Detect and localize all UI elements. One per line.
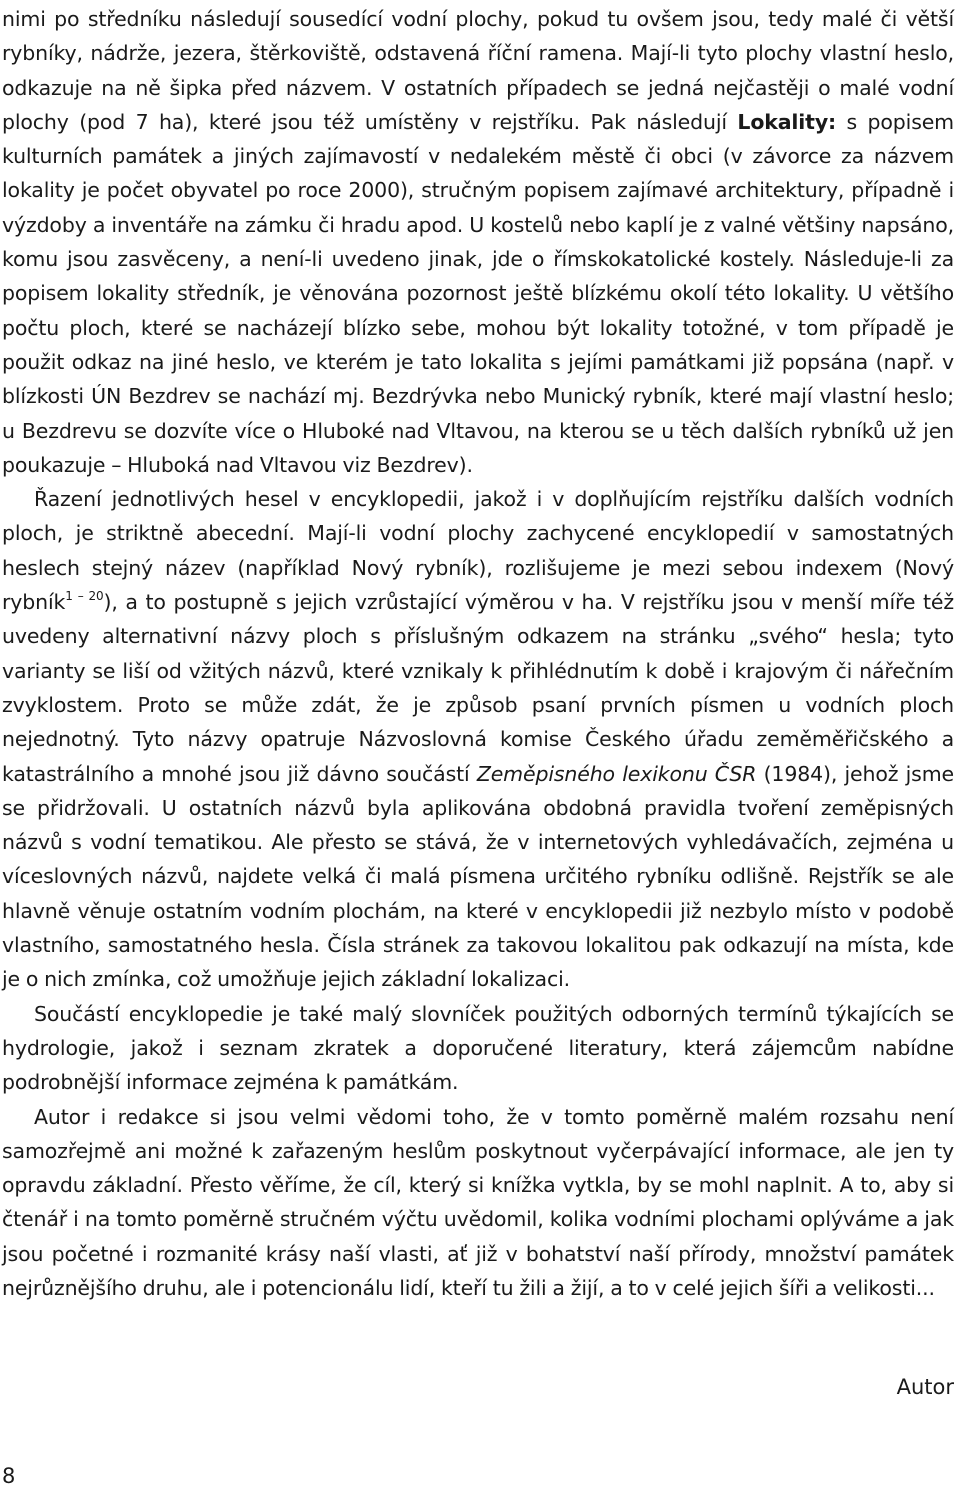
paragraph-1-text-a: nimi po středníku následují sousedící vodní plochy, pokud tu ovšem jsou, tedy malé či větší rybníky, nádrže, jezera, štěrkoviště, odstavená říční ramena. Mají-li tyto plochy vlastní heslo, odkazuje na ně šipka před názvem. V ostatních případech se jedná nejčastěji o malé vodní plochy (pod 7 ha), které jsou též umístěny v rejstříku. Pak následují — [2, 7, 954, 134]
page-number: 8 — [2, 1464, 16, 1488]
paragraph-2-text-c: (1984), jehož jsme se přidržovali. U ostatních názvů byla aplikována obdobná pravidla tvoření zeměpisných názvů s vodní tematikou. Ale přesto se stává, že v internetových vyhledávačích, zejména u víceslovných názvů, najdete velká či malá písmena určitého rybníku odlišně. Rejstřík se ale hlavně věnuje ostatním vodním plochám, na které v encyklopedii již nezbylo místo v podobě vlastního, samostatného hesla. Čísla stránek za takovou lokalitou pak odkazují na místa, kde je o nich zmínka, což umožňuje jejich základní lokalizaci. — [2, 761, 954, 992]
paragraph-2-text-b: ), a to postupně s jejich vzrůstající výměrou v ha. V rejstříku jsou v menší míře též uvedeny alternativní názvy ploch s příslušným odkazem na stránku „svého“ hesla; tyto varianty se liší od vžitých názvů, které vznikaly k přihlédnutím k době i krajovým či nářečním zvyklostem. Proto se může zdát, že je způsob psaní prvních písmen u vodních ploch nejednotný. Tyto názvy opatruje Názvoslovná komise Českého úřadu zeměměřičského a katastrálního a mnohé jsou již dávno součástí — [2, 590, 954, 786]
index-superscript: 1 – 20 — [65, 589, 104, 604]
paragraph-3: Součástí encyklopedie je také malý slovníček použitých odborných termínů týkajících se hydrologie, jakož i seznam zkratek a doporučené literatury, která zájemcům nabídne podrobnější informace zejména k památkám. — [2, 1001, 954, 1095]
body-text — [2, 2, 954, 1305]
paragraph-1 — [2, 2, 954, 482]
paragraph-2-text-a: Řazení jednotlivých hesel v encyklopedii, jakož i v doplňujícím rejstříku dalších vodních ploch, je striktně abecední. Mají-li vodní plochy zachycené encyklopedií v samostatných heslech stejný název (například Nový rybník), rozlišujeme je mezi sebou indexem (Nový rybník — [2, 487, 954, 615]
lokality-label: Lokality: — [737, 109, 837, 134]
paragraph-2 — [2, 482, 954, 996]
paragraph-4: Autor i redakce si jsou velmi vědomi toho, že v tomto poměrně malém rozsahu není samozřejmě ani možné k zařazeným heslům poskytnout vyčerpávající informace, ale jen ty opravdu základní. Přesto věříme, že cíl, který si knížka vytkla, by se mohl naplnit. A to, aby si čtenář i na tomto poměrně stručném výčtu uvědomil, kolika vodními plochami oplýváme a jak jsou početné i rozmanité krásy naší vlasti, ať již v bohatství naší přírody, množství památek nejrůznějšího druhu, ale i potencionálu lidí, kteří tu žili a žijí, a to v celé jejich šíři a velikosti... — [2, 1104, 954, 1300]
paragraph-1-text-b: s popisem kulturních památek a jiných zajímavostí v nedalekém městě či obci (v závorce za názvem lokality je počet obyvatel po roce 2000), stručným popisem zajímavé architektury, případně i výzdoby a inventáře na zámku či hradu apod. U kostelů nebo kaplí je z valné většiny napsáno, komu jsou zasvěceny, a není-li uvedeno jinak, jde o římskokatolické kostely. Následuje-li za popisem lokality středník, je věnována pozornost ještě blízkému okolí této lokality. U většího počtu ploch, které se nacházejí blízko sebe, mohou být lokality totožné, v tom případě je použit odkaz na jiné heslo, ve kterém je tato lokalita s jejími památkami již popsána (např. v blízkosti ÚN Bezdrev se nachází mj. Bezdrývka nebo Munický rybník, které mají vlastní heslo; u Bezdrevu se dozvíte více o Hluboké nad Vltavou, na kterou se u těch dalších rybníků už jen poukazuje – Hluboká nad Vltavou viz Bezdrev). — [2, 109, 954, 477]
author-signature: Autor — [896, 1375, 954, 1399]
book-title: Zeměpisného lexikonu ČSR — [476, 761, 757, 786]
